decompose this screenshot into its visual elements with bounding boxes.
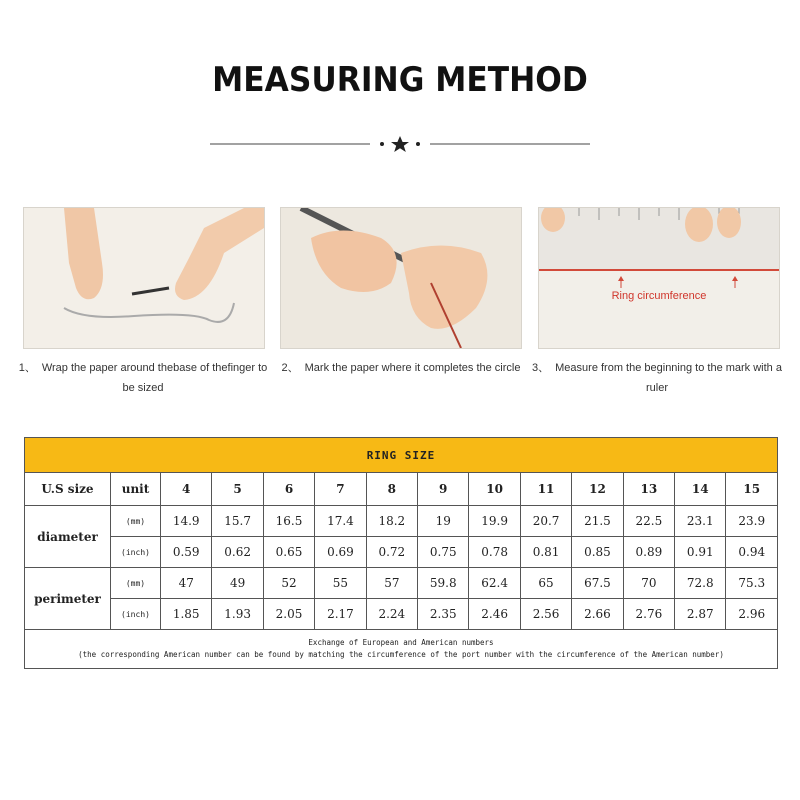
diameter-inch-cell: 0.89	[623, 537, 674, 568]
diameter-inch-cell: 0.91	[675, 537, 726, 568]
perimeter-inch-cell: 2.66	[572, 599, 623, 630]
perimeter-inch-row	[25, 599, 778, 630]
size-cell: 10	[469, 473, 520, 506]
size-cell: 7	[315, 473, 366, 506]
diameter-mm-row	[25, 506, 778, 537]
step1-number: 1、	[18, 362, 36, 374]
perimeter-mm-cell: 55	[315, 568, 366, 599]
diameter-inch-cell: 0.59	[161, 537, 212, 568]
perimeter-label: perimeter	[25, 568, 111, 630]
ring-size-table	[24, 437, 778, 669]
diameter-inch-cell: 0.69	[315, 537, 366, 568]
perimeter-mm-cell: 49	[212, 568, 263, 599]
size-cell: 11	[520, 473, 571, 506]
perimeter-inch-cell: 2.46	[469, 599, 520, 630]
size-cell: 6	[263, 473, 314, 506]
table-header-row	[25, 438, 778, 473]
perimeter-inch-cell: 2.56	[520, 599, 571, 630]
perimeter-inch-cell: 2.96	[726, 599, 778, 630]
unit-inch: (inch)	[111, 537, 161, 568]
diameter-mm-cell: 21.5	[572, 506, 623, 537]
perimeter-inch-cell: 1.85	[161, 599, 212, 630]
size-cell: 14	[675, 473, 726, 506]
diameter-mm-cell: 19	[418, 506, 469, 537]
step2-number: 2、	[281, 362, 299, 374]
footer-line-1: Exchange of European and American numbers	[308, 638, 494, 647]
size-cell: 9	[418, 473, 469, 506]
perimeter-inch-cell: 2.05	[263, 599, 314, 630]
perimeter-mm-row	[25, 568, 778, 599]
perimeter-mm-cell: 75.3	[726, 568, 778, 599]
table-footer-row	[25, 630, 778, 669]
perimeter-inch-cell: 1.93	[212, 599, 263, 630]
size-cell: 5	[212, 473, 263, 506]
page-title: MEASURING METHOD	[212, 60, 588, 100]
star-divider	[210, 134, 590, 154]
perimeter-inch-cell: 2.76	[623, 599, 674, 630]
us-size-label: U.S size	[25, 473, 111, 506]
perimeter-inch-cell: 2.35	[418, 599, 469, 630]
unit-mm: (mm)	[111, 506, 161, 537]
perimeter-mm-cell: 47	[161, 568, 212, 599]
perimeter-mm-cell: 67.5	[572, 568, 623, 599]
step2-photo	[280, 207, 522, 349]
perimeter-mm-cell: 62.4	[469, 568, 520, 599]
diameter-mm-cell: 18.2	[366, 506, 417, 537]
diameter-mm-cell: 23.1	[675, 506, 726, 537]
unit-inch: (inch)	[111, 599, 161, 630]
diameter-mm-cell: 20.7	[520, 506, 571, 537]
diameter-inch-cell: 0.62	[212, 537, 263, 568]
diameter-label: diameter	[25, 506, 111, 568]
diameter-inch-row	[25, 537, 778, 568]
perimeter-inch-cell: 2.24	[366, 599, 417, 630]
perimeter-inch-cell: 2.17	[315, 599, 366, 630]
step3-caption	[532, 358, 782, 398]
step3-photo	[538, 207, 780, 349]
size-cell: 15	[726, 473, 778, 506]
step3-number: 3、	[532, 362, 550, 374]
step1-caption	[18, 358, 268, 398]
footer-line-2: (the corresponding American number can be found by matching the circumference of the port number with the circumference of the American number)	[78, 650, 724, 659]
diameter-inch-cell: 0.78	[469, 537, 520, 568]
perimeter-mm-cell: 65	[520, 568, 571, 599]
diameter-inch-cell: 0.94	[726, 537, 778, 568]
perimeter-mm-cell: 57	[366, 568, 417, 599]
step1-photo	[23, 207, 265, 349]
step2-text: Mark the paper where it completes the circle	[304, 362, 521, 374]
diameter-inch-cell: 0.75	[418, 537, 469, 568]
diameter-mm-cell: 17.4	[315, 506, 366, 537]
perimeter-mm-cell: 70	[623, 568, 674, 599]
size-cell: 13	[623, 473, 674, 506]
unit-mm: (mm)	[111, 568, 161, 599]
perimeter-mm-cell: 72.8	[675, 568, 726, 599]
perimeter-mm-cell: 59.8	[418, 568, 469, 599]
size-row	[25, 473, 778, 506]
size-cell: 8	[366, 473, 417, 506]
table-footer	[25, 630, 778, 669]
diameter-inch-cell: 0.65	[263, 537, 314, 568]
diameter-inch-cell: 0.85	[572, 537, 623, 568]
diameter-mm-cell: 16.5	[263, 506, 314, 537]
diameter-mm-cell: 19.9	[469, 506, 520, 537]
perimeter-mm-cell: 52	[263, 568, 314, 599]
diameter-inch-cell: 0.72	[366, 537, 417, 568]
unit-label: unit	[111, 473, 161, 506]
table-title: RING SIZE	[25, 438, 778, 473]
diameter-mm-cell: 15.7	[212, 506, 263, 537]
diameter-mm-cell: 14.9	[161, 506, 212, 537]
perimeter-inch-cell: 2.87	[675, 599, 726, 630]
star-icon	[391, 136, 409, 152]
diameter-inch-cell: 0.81	[520, 537, 571, 568]
diameter-mm-cell: 23.9	[726, 506, 778, 537]
step2-caption	[276, 358, 526, 378]
step1-text: Wrap the paper around thebase of thefinger to be sized	[41, 362, 268, 394]
diameter-mm-cell: 22.5	[623, 506, 674, 537]
step3-text: Measure from the beginning to the mark with a ruler	[555, 362, 782, 394]
ring-circumference-label: Ring circumference	[611, 290, 707, 302]
size-cell: 4	[161, 473, 212, 506]
size-cell: 12	[572, 473, 623, 506]
